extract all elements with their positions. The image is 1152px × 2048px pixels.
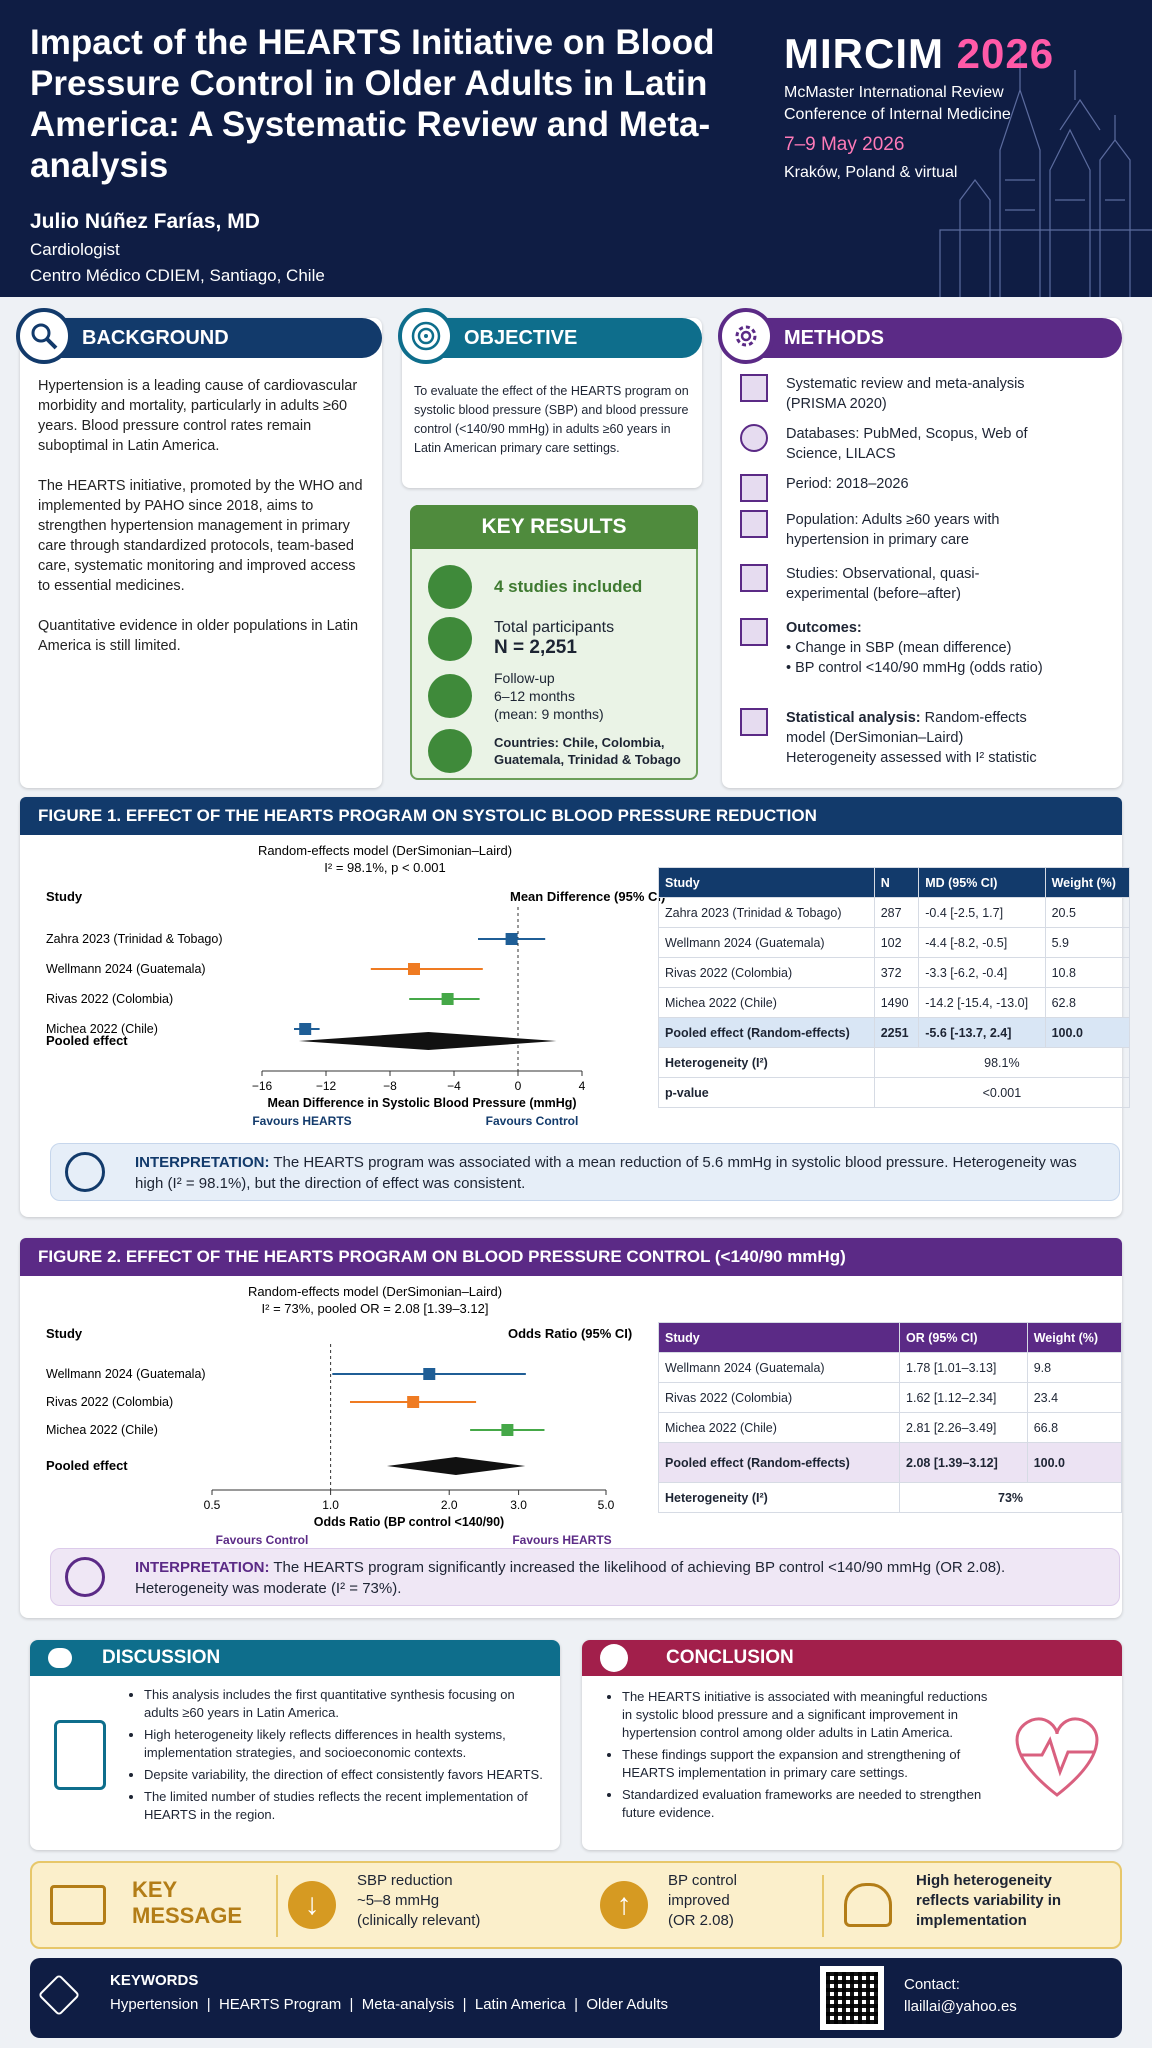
list-item: • The HEARTS initiative is associated with meaningful reductions in systolic blood pressure and a significant improvement in hypertension control among older adults in Latin America. xyxy=(622,1688,998,1742)
kr-participants: Total participants N = 2,251 xyxy=(428,617,614,661)
group-icon xyxy=(428,617,472,661)
calendar-icon xyxy=(428,674,472,718)
figure1-heading: FIGURE 1. EFFECT OF THE HEARTS PROGRAM ON SYSTOLIC BLOOD PRESSURE REDUCTION xyxy=(20,797,1122,835)
x-tick-label: −4 xyxy=(447,1079,461,1093)
tag-icon xyxy=(38,1974,80,2016)
check-circle-icon xyxy=(65,1557,105,1597)
key-message-label: KEY MESSAGE xyxy=(132,1877,243,1928)
check-circle-icon xyxy=(600,1644,628,1672)
gear-icon xyxy=(718,308,774,364)
heart-pulse-icon xyxy=(1002,1700,1112,1810)
table-row-pooled: Pooled effect (Random-effects) 2251 -5.6 [-13.7, 2.4] 100.0 xyxy=(659,1018,1130,1048)
point-estimate xyxy=(408,963,420,975)
stats-label: I² = 98.1%, p < 0.001 xyxy=(324,860,446,875)
conclusion-card xyxy=(582,1640,1122,1850)
keywords-title: KEYWORDS xyxy=(110,1972,199,1989)
f1-th-n: N xyxy=(874,868,919,898)
f1-th-weight: Weight (%) xyxy=(1045,868,1129,898)
x-tick-label: 5.0 xyxy=(597,1498,615,1512)
list-item: • Standardized evaluation frameworks are needed to strengthen future evidence. xyxy=(622,1786,998,1822)
f1-th-study: Study xyxy=(659,868,875,898)
point-estimate xyxy=(299,1023,311,1035)
table-row: Michea 2022 (Chile) 2.81 [2.26–3.49] 66.8 xyxy=(659,1413,1122,1443)
stack-icon xyxy=(740,510,768,538)
poster-title: Impact of the HEARTS Initiative on Blood Pressure Control in Older Adults in Latin America: A Systematic Review and Meta-analysis xyxy=(30,23,715,185)
bar-chart-icon xyxy=(740,708,768,736)
x-tick-label: 1.0 xyxy=(322,1498,339,1512)
background-p1: Hypertension is a leading cause of cardiovascular morbidity and mortality, particularly in adults ≥60 years. Blood pressure control rates remain suboptimal in Latin America. xyxy=(38,378,358,454)
study-label: Rivas 2022 (Colombia) xyxy=(46,1395,174,1409)
megaphone-icon xyxy=(50,1885,106,1925)
x-tick-label: −12 xyxy=(315,1079,337,1093)
x-tick-label: 2.0 xyxy=(440,1498,458,1512)
calendar-icon xyxy=(740,374,768,402)
point-estimate xyxy=(423,1368,435,1380)
stats-label: I² = 73%, pooled OR = 2.08 [1.39–3.12] xyxy=(261,1301,489,1316)
x-tick-label: 3.0 xyxy=(510,1498,527,1512)
contact-email[interactable]: llaillai@yahoo.es xyxy=(904,1998,1017,2015)
study-label: Zahra 2023 (Trinidad & Tobago) xyxy=(46,932,223,946)
x-axis-label: Mean Difference in Systolic Blood Pressure (mmHg) xyxy=(267,1096,577,1110)
x-tick-label: 4 xyxy=(578,1079,586,1093)
f1-th-md: MD (95% CI) xyxy=(919,868,1045,898)
x-tick-label: −8 xyxy=(383,1079,397,1093)
group-icon xyxy=(844,1883,892,1927)
study-label: Wellmann 2024 (Guatemala) xyxy=(46,962,206,976)
qr-code[interactable] xyxy=(820,1966,884,2030)
objective-heading: OBJECTIVE xyxy=(402,318,702,358)
conference-name: MIRCIM 2026 xyxy=(784,30,1055,77)
checklist-icon xyxy=(740,564,768,592)
figure2-heading: FIGURE 2. EFFECT OF THE HEARTS PROGRAM ON BLOOD PRESSURE CONTROL (<140/90 mmHg) xyxy=(20,1238,1122,1276)
author-name: Julio Núñez Farías, MD xyxy=(30,210,260,233)
study-label: Wellmann 2024 (Guatemala) xyxy=(46,1367,206,1381)
keywords-list: Hypertension | HEARTS Program | Meta-analysis | Latin America | Older Adults xyxy=(110,1996,669,2013)
objective-text: To evaluate the effect of the HEARTS program on systolic blood pressure (SBP) and blood pressure control (<140/90 mmHg) in adults ≥60 years in Latin American primary care settings. xyxy=(414,384,689,455)
study-column-label: Study xyxy=(46,1326,83,1341)
background-card xyxy=(20,318,382,788)
figure2-table xyxy=(658,1322,1122,1513)
key-message-bar xyxy=(30,1861,1122,1949)
estimate-column-label: Mean Difference (95% CI) xyxy=(510,889,666,904)
table-row: Wellmann 2024 (Guatemala) 102 -4.4 [-8.2, -0.5] 5.9 xyxy=(659,928,1130,958)
doctor-icon xyxy=(54,1720,106,1790)
table-row: Rivas 2022 (Colombia) 1.62 [1.12–2.34] 23.4 xyxy=(659,1383,1122,1413)
contact-label: Contact: xyxy=(904,1976,960,1993)
background-p2: The HEARTS initiative, promoted by the WHO and implemented by PAHO since 2018, aims to strengthen hypertension management in primary care through standardized protocols, team-based care, systematic monitoring and improved access to essential medicines. xyxy=(38,478,363,594)
table-row: Wellmann 2024 (Guatemala) 1.78 [1.01–3.13] 9.8 xyxy=(659,1353,1122,1383)
conference-place: Kraków, Poland & virtual xyxy=(784,164,958,181)
figure2-forest-plot xyxy=(20,1276,660,1547)
people-icon xyxy=(740,424,768,452)
kr-followup: Follow-up 6–12 months (mean: 9 months) xyxy=(428,669,604,723)
point-estimate xyxy=(501,1424,513,1436)
background-heading: BACKGROUND xyxy=(20,318,382,358)
table-row: Rivas 2022 (Colombia) 372 -3.3 [-6.2, -0.4] 10.8 xyxy=(659,958,1130,988)
conference-full-name: McMaster International Review Conference of Internal Medicine xyxy=(784,84,1011,123)
figure1-forest-plot xyxy=(20,835,666,1135)
conference-block xyxy=(784,30,1054,182)
model-label: Random-effects model (DerSimonian–Laird) xyxy=(247,1284,503,1299)
pooled-label: Pooled effect xyxy=(46,1033,128,1048)
table-row-pooled: Pooled effect (Random-effects) 2.08 [1.39–3.12] 100.0 xyxy=(659,1443,1122,1483)
figure1-table xyxy=(658,867,1130,1108)
figure2-card xyxy=(20,1238,1122,1618)
x-tick-label: 0 xyxy=(514,1079,522,1093)
table-row-heterogeneity: Heterogeneity (I²) 98.1% xyxy=(659,1048,1130,1078)
background-p3: Quantitative evidence in older populations in Latin America is still limited. xyxy=(38,618,359,654)
discussion-card xyxy=(30,1640,560,1850)
point-estimate xyxy=(442,993,454,1005)
study-label: Michea 2022 (Chile) xyxy=(46,1022,158,1036)
figure2-interpretation: INTERPRETATION: The HEARTS program significantly increased the likelihood of achieving BP control <140/90 mmHg (OR 2.08). Heterogeneity was moderate (I² = 73%). xyxy=(50,1548,1120,1606)
point-estimate xyxy=(407,1396,419,1408)
speech-bubble-icon xyxy=(48,1648,72,1668)
database-icon xyxy=(740,474,768,502)
check-circle-icon xyxy=(65,1152,105,1192)
table-row-pvalue: p-value <0.001 xyxy=(659,1078,1130,1108)
figure1-card xyxy=(20,797,1122,1217)
table-row: Zahra 2023 (Trinidad & Tobago) 287 -0.4 [-2.5, 1.7] 20.5 xyxy=(659,898,1130,928)
f2-th-study: Study xyxy=(659,1323,900,1353)
kr-studies: 4 studies included xyxy=(428,565,642,609)
conclusion-heading: CONCLUSION xyxy=(582,1640,1122,1676)
table-row-heterogeneity: Heterogeneity (I²) 73% xyxy=(659,1483,1122,1513)
list-item: • This analysis includes the first quantitative synthesis focusing on adults ≥60 years in Latin America. xyxy=(144,1686,550,1722)
list-item: • The limited number of studies reflects the recent implementation of HEARTS in the region. xyxy=(144,1788,550,1824)
x-tick-label: 0.5 xyxy=(203,1498,221,1512)
footer xyxy=(30,1958,1122,2038)
model-label: Random-effects model (DerSimonian–Laird) xyxy=(257,843,513,858)
author-institution: Centro Médico CDIEM, Santiago, Chile xyxy=(30,266,325,285)
favours-left-label: Favours Control xyxy=(215,1533,309,1547)
key-message-3: High heterogeneity reflects variability in implementation xyxy=(916,1872,1062,1929)
figure1-interpretation: INTERPRETATION: The HEARTS program was associated with a mean reduction of 5.6 mmHg in systolic blood pressure. Heterogeneity was high (I² = 98.1%), but the direction of effect was consistent. xyxy=(50,1143,1120,1201)
key-results-heading: KEY RESULTS xyxy=(410,505,698,549)
target-icon xyxy=(398,308,454,364)
author-role: Cardiologist xyxy=(30,240,120,259)
kr-countries: Countries: Chile, Colombia, Guatemala, Trinidad & Tobago xyxy=(428,729,694,773)
chart-check-icon xyxy=(740,618,768,646)
list-item: • These findings support the expansion and strengthening of HEARTS implementation in primary care settings. xyxy=(622,1746,998,1782)
table-row: Michea 2022 (Chile) 1490 -14.2 [-15.4, -13.0] 62.8 xyxy=(659,988,1130,1018)
x-axis-label: Odds Ratio (BP control <140/90) xyxy=(313,1515,505,1529)
methods-heading: METHODS xyxy=(722,318,1122,358)
methods-card: METHODS Systematic review and meta-analysis (PRISMA 2020) Databases: PubMed, Scopus, Web of Science, LILACS Period: 2018–2026 Population: Adults ≥60 years with hypertension in primary care Studies: Observational, quasi-experimental (before–after) Outcomes: • Change in SBP (mean difference) • BP control <140/90 mmHg (odds ratio) Statistical analysis: Random-effects model (DerSimonian–Laird) Heterogeneity assessed with I² statistic xyxy=(722,318,1122,788)
list-item: • Depsite variability, the direction of effect consistently favors HEARTS. xyxy=(144,1766,550,1784)
f2-th-weight: Weight (%) xyxy=(1027,1323,1121,1353)
f2-th-or: OR (95% CI) xyxy=(900,1323,1028,1353)
arrow-up-icon: ↑ xyxy=(600,1881,648,1929)
x-tick-label: −16 xyxy=(251,1079,273,1093)
search-icon xyxy=(16,308,72,364)
people-icon xyxy=(428,565,472,609)
favours-right-label: Favours HEARTS xyxy=(512,1533,612,1547)
pooled-diamond xyxy=(387,1457,525,1475)
favours-right-label: Favours Control xyxy=(485,1114,579,1128)
conference-dates: 7–9 May 2026 xyxy=(784,134,905,155)
study-column-label: Study xyxy=(46,889,83,904)
favours-left-label: Favours HEARTS xyxy=(252,1114,352,1128)
discussion-heading: DISCUSSION xyxy=(30,1640,560,1676)
key-results-card xyxy=(410,505,698,780)
list-item: • High heterogeneity likely reflects differences in health systems, implementation strategies, and socioeconomic contexts. xyxy=(144,1726,550,1762)
estimate-column-label: Odds Ratio (95% CI) xyxy=(508,1326,633,1341)
key-message-2: BP control improved (OR 2.08) xyxy=(668,1872,737,1929)
globe-icon xyxy=(428,729,472,773)
poster-header xyxy=(0,0,1152,297)
arrow-down-icon: ↓ xyxy=(288,1881,336,1929)
key-message-1: SBP reduction ~5–8 mmHg (clinically relevant) xyxy=(357,1872,481,1929)
study-label: Michea 2022 (Chile) xyxy=(46,1423,158,1437)
point-estimate xyxy=(506,933,518,945)
study-label: Rivas 2022 (Colombia) xyxy=(46,992,174,1006)
pooled-label: Pooled effect xyxy=(46,1458,128,1473)
discussion-list xyxy=(130,1686,550,1828)
conclusion-list xyxy=(608,1688,998,1826)
